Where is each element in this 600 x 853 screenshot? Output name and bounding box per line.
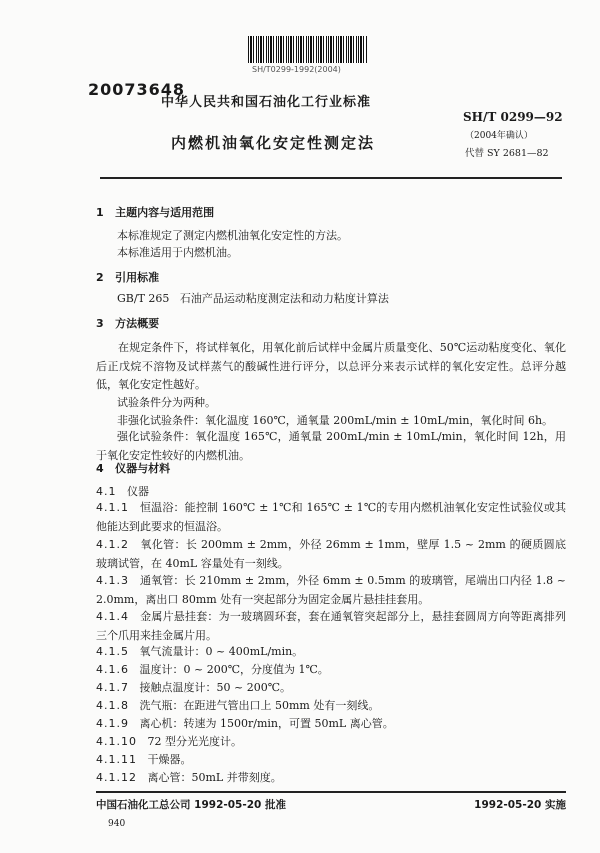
org-title: 中华人民共和国石油化工行业标准 — [161, 95, 372, 110]
section-2-heading: 2 引用标准 — [96, 271, 160, 284]
list-item: 4.1.12 离心管：50mL 并带刻度。 — [96, 771, 282, 784]
section-4-heading: 4 仪器与材料 — [96, 462, 171, 475]
reference-item: GB/T 265 石油产品运动粘度测定法和动力粘度计算法 — [117, 292, 389, 305]
section-1-line: 本标准适用于内燃机油。 — [117, 246, 238, 259]
list-item: 4.1.10 72 型分光光度计。 — [96, 735, 242, 748]
list-item: 4.1.7 接触点温度计：50 ~ 200℃。 — [96, 681, 292, 694]
list-item: 4.1.8 洗气瓶：在距进气管出口上 50mm 处有一刻线。 — [96, 699, 380, 712]
list-item: 4.1.1 恒温浴：能控制 160℃ ± 1℃和 165℃ ± 1℃的专用内燃机油氧化安定性试验仪或其他能达到此要求的恒温浴。 — [96, 501, 566, 533]
section-1-heading: 1 主题内容与适用范围 — [96, 206, 215, 219]
approval-note: 中国石油化工总公司 1992-05-20 批准 — [96, 799, 286, 811]
list-item: 4.1.9 离心机：转速为 1500r/min，可置 50mL 离心管。 — [96, 717, 394, 730]
doc-title: 内燃机油氧化安定性测定法 — [171, 134, 376, 152]
list-item: 4.1.4 金属片悬挂套：为一玻璃圆环套，套在通氧管突起部分上，悬挂套圆周方向等距离排列三个爪用来挂金属片用。 — [96, 610, 567, 642]
subsection-heading: 4.1 仪器 — [96, 485, 149, 498]
list-item: 4.1.5 氧气流量计：0 ~ 400mL/min。 — [96, 645, 304, 658]
section-1-line: 本标准规定了测定内燃机油氧化安定性的方法。 — [117, 229, 348, 242]
section-3-paragraph: 在规定条件下，将试样氧化，用氧化前后试样中金属片质量变化、50℃运动粘度变化、氧化后正戊烷不溶物及试样蒸气的酸碱性进行评分，以总评分来表示试样的氧化安定性。总评分越低，氧化安定性越好。 — [96, 341, 566, 391]
list-item: 4.1.3 通氧管：长 210mm ± 2mm，外径 6mm ± 0.5mm 的玻璃管，尾端出口内径 1.8 ~ 2.0mm，离出口 80mm 处有一突起部分为固定金属片悬挂挂套用。 — [96, 574, 567, 606]
list-item: 4.1.2 氧化管：长 200mm ± 2mm，外径 26mm ± 1mm，壁厚 1.5 ~ 2mm 的硬质圆底玻璃试管，在 40mL 容量处有一刻线。 — [96, 538, 566, 570]
section-3-line: 试验条件分为两种。 — [117, 396, 216, 409]
list-item: 4.1.11 干燥器。 — [96, 753, 192, 766]
section-3-heading: 3 方法概要 — [96, 317, 160, 330]
header-divider — [100, 177, 562, 179]
stamp-number: 20073648 — [88, 80, 186, 99]
section-3-line: 强化试验条件：氧化温度 165℃，通氧量 200mL/min ± 10mL/min，氧化时间 12h，用于氧化安定性较好的内燃机油。 — [96, 430, 566, 462]
footer-divider — [96, 791, 566, 793]
effective-date: 1992-05-20 实施 — [474, 799, 566, 811]
section-3-line: 非强化试验条件：氧化温度 160℃，通氧量 200mL/min ± 10mL/min，氧化时间 6h。 — [117, 414, 554, 427]
replaces-note: 代替 SY 2681—82 — [465, 148, 549, 159]
barcode — [248, 36, 367, 63]
list-item: 4.1.6 温度计：0 ~ 200℃，分度值为 1℃。 — [96, 663, 329, 676]
page-number: 940 — [108, 819, 126, 829]
standard-code: SH/T 0299—92 — [463, 110, 563, 124]
barcode-caption: SH/T0299-1992(2004) — [252, 65, 341, 74]
confirmed-note: （2004年确认） — [465, 131, 533, 141]
